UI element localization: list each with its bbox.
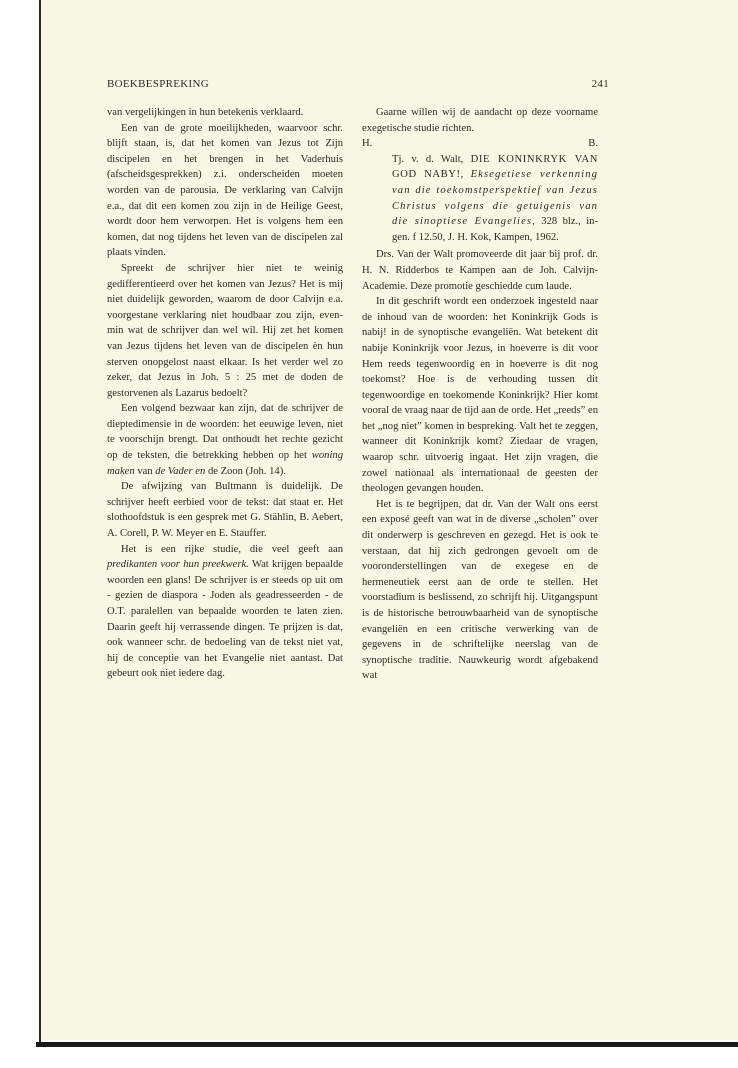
book-title: DIE KONINKRYK VAN GOD NABY!, [392,153,599,181]
paragraph: Een volgend bezwaar kan zijn, dat de schrijver de dieptedimensie in de woorden: het eeuwige leven, niet te voorschijn brengt. Dat onthoudt het rechte gezicht op de teksten, die betrekking hebben op het woning maken van de Vader en de Zoon (Joh. 14). [107,403,343,477]
page-header [107,78,609,94]
paragraph: van vergelijkingen in hun betekenis verklaard. [107,107,304,118]
paragraph: De afwijzing van Bultmann is duidelijk. De schrijver heeft eerbied voor de tekst: dat staat er. Het slothoofdstuk is een gesprek met G. Stählin, B. Aebert, A. Corell, P. W. Meyer en E. Stauffer. [107,481,343,540]
paragraph: Een van de grote moeilijkheden, waarvoor schr. blijft staan, is, dat het komen van Jezus tot Zijn discipelen en het brengen in het Vaderhuis (afscheidsgesprekken) z.i. onderscheiden moeten worden van de parousia. De verklaring van Calvijn e.a., dat dit een komen zou zijn in de Heilige Geest, wordt door hem verworpen. Het is volgens hem een komen, dat nog tijdens het leven van de discipelen zal plaats vinden. [107,122,343,259]
bottom-rule [36,1042,738,1047]
running-title: BOEKBESPREKING [107,78,209,90]
paragraph: Spreekt de schrijver hier niet te weinig gedifferentieerd over het komen van Jezus? Het is mij niet duidelijk geworden, waarom de door Calvijn e.a. voorgestane verklaring niet houdbaar zou zijn, evenmin wat de schrijver dan wel wil. Hij zet het komen van Jezus tijdens het leven van de discipelen èn hun sterven onopgelost naast elkaar. Is het verder wel zo zeker, dat Jezus in Joh. 5 : 25 met de doden de gestorvenen als Lazarus bedoelt? [107,262,343,399]
signature-initial: H. [362,138,373,150]
reviewer-signature [362,136,598,152]
book-reference [362,152,598,246]
signature-initial: B. [588,138,598,150]
paragraph: Gaarne willen wij de aandacht op deze voorname exegetische studie richten. [362,107,598,134]
paragraph: Drs. Van der Walt promoveerde dit jaar bij prof. dr. H. N. Ridderbos te Kampen aan de Joh. Calvijn-Academie. Deze promotie geschiedde cum laude. [362,249,598,292]
book-author: Tj. v. d. Walt, [392,153,464,165]
binding-edge [39,0,41,1045]
paragraph: Het is een rijke studie, die veel geeft aan predikanten voor hun preekwerk. Wat krijgen bepaalde woorden een glans! De schrijver is er steeds op uit om - gezien de diaspora - Joden als geadresseerden - de O.T. paralellen van bepaalde woorden te laten zien. Daarin geeft hij verrassende dingen. Te prijzen is dat, ook wanneer schr. de bedoeling van de tekst niet vat, hij de conceptie van het Evangelie niet aantast. Dat gebeurt ook niet iedere dag. [107,543,343,680]
paragraph: Het is te begrijpen, dat dr. Van der Walt ons eerst een exposé geeft van wat in de diverse „scholen” over dit onderwerp is geschreven en gezegd. Het is ook te verstaan, dat hij zich gedrongen gevoelt om de vooronderstellingen van de exegese en de hermeneutiek eerst aan de orde te stellen. Het voorstadium is beslissend, zo schrijft hij. Uitgangspunt is de historische betrouwbaarheid van de synoptische evangeliën en een critische verwerking van de gegevens in de schriftelijke neerslag van de synoptische traditie. Nauwkeurig wordt afgebakend wat [362,498,598,682]
page-number: 241 [591,78,609,90]
left-column [107,105,343,682]
paragraph: In dit geschrift wordt een onderzoek ingesteld naar de inhoud van de woorden: het Koninkrijk Gods is nabij! in de synoptische evangeliën. Wat betekent dit nabije Koninkrijk voor Jezus, in hoeverre is dit voor Hem reeds tegenwoordig en in hoeverre is dit nog toekomst? Hoe is de verhouding tussen dit tegenwoordige en toekomende Koninkrijk? Hier komt vooral de vraag naar de tijd aan de orde. Het „reeds” en het „nog niet” komen in bespreking. Valt het te zeggen, wanneer dit Koninkrijk komt? Ziedaar de vragen, waarop schr. uitvoerig ingaat. Het zijn vragen, die zowel nationaal als internationaal de geesten der theologen gevangen houden. [362,296,598,495]
book-subtitle: Eksegetiese verkenning van die toekomstperspektief van Jezus Christus volgens die getuigenis van die sinoptiese Evangelies, [392,169,599,228]
right-column [362,105,598,684]
book-details: 328 blz., ingen. f 12.50, J. H. Kok, Kampen, 1962. [392,216,598,243]
